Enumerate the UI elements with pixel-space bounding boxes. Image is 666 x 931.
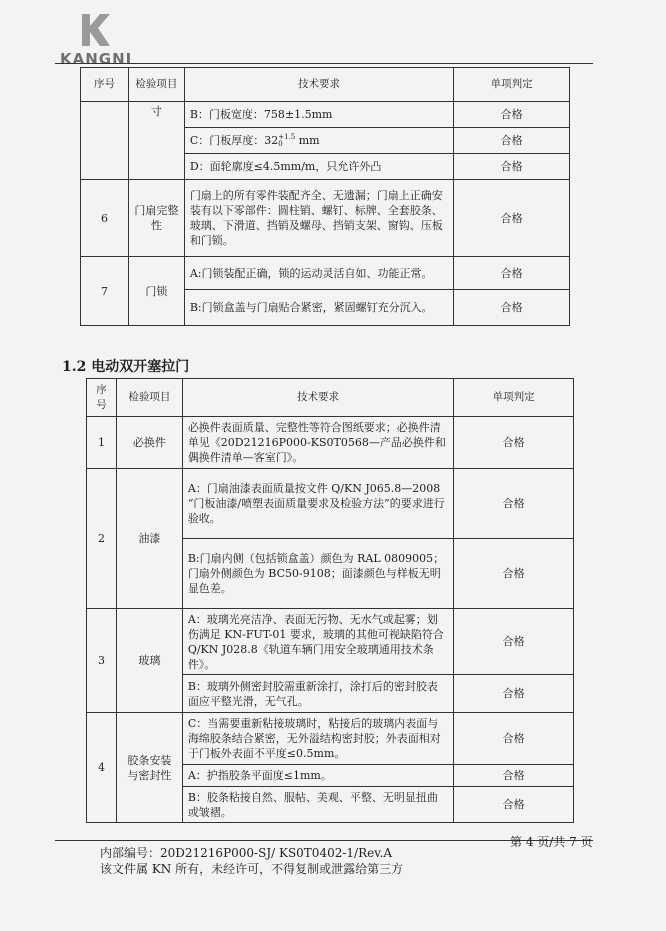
section-title: 1.2 电动双开塞拉门 [62, 359, 190, 375]
tech-cell: A：玻璃光亮洁净、表面无污物、无水气或起雾；划伤满足 KN-FUT-01 要求，玻璃的其他可视缺陷符合 Q/KN J028.8《轨道车辆门用安全玻璃通用技术条件》。 [182, 609, 453, 675]
verdict-cell: 合格 [454, 539, 574, 609]
header-no: 序号 [81, 68, 129, 102]
row-item: 门锁 [128, 257, 184, 326]
header-no: 序号 [87, 379, 117, 417]
inspection-table-2 [86, 378, 574, 823]
row-no: 3 [87, 609, 117, 713]
header-item: 检验项目 [116, 379, 182, 417]
verdict-cell: 合格 [454, 257, 570, 290]
row-no: 4 [87, 713, 117, 823]
verdict-cell: 合格 [454, 765, 574, 787]
tolerance-lower: 0 [278, 140, 283, 148]
verdict-cell: 合格 [454, 128, 570, 154]
row-no: 2 [87, 469, 117, 609]
row-no [81, 102, 129, 180]
tech-cell: B：门板宽度：758±1.5mm [184, 102, 453, 128]
logo-text: KANGNI [60, 50, 133, 68]
tech-cell [184, 128, 453, 154]
tech-cell: 必换件表面质量、完整性等符合图纸要求；必换件清单见《20D21216P000-KS0T0568—产品必换件和偶换件清单—客室门》。 [182, 417, 453, 469]
tech-cell: A:门锁装配正确，锁的运动灵活自如、功能正常。 [184, 257, 453, 290]
verdict-cell: 合格 [454, 469, 574, 539]
row-no: 1 [87, 417, 117, 469]
logo-mark-icon [80, 12, 114, 48]
document-number: 内部编号：20D21216P000-SJ/ KS0T0402-1/Rev.A [100, 846, 393, 860]
tech-cell: A：护指胶条平面度≤1mm。 [182, 765, 453, 787]
tech-cell: B：胶条粘接自然、服帖、美观、平整、无明显扭曲或皱褶。 [182, 787, 453, 823]
verdict-cell: 合格 [454, 154, 570, 180]
header-verdict: 单项判定 [454, 379, 574, 417]
row-item: 门扇完整性 [128, 180, 184, 257]
header-verdict: 单项判定 [454, 68, 570, 102]
row-item: 玻璃 [116, 609, 182, 713]
confidentiality-notice: 该文件属 KN 所有，未经许可，不得复制或泄露给第三方 [100, 862, 404, 876]
verdict-cell: 合格 [454, 713, 574, 765]
row-item: 必换件 [116, 417, 182, 469]
verdict-cell: 合格 [454, 102, 570, 128]
tech-cell: B:门锁盒盖与门扇贴合紧密，紧固螺钉充分沉入。 [184, 290, 453, 326]
tech-cell: 门扇上的所有零件装配齐全、无遗漏；门扇上正确安装有以下零部件：圆柱销、螺钉、标牌、全套胶条、玻璃、下滑道、挡销及螺母、挡销支架、窗钩、压板和门锁。 [184, 180, 453, 257]
verdict-cell: 合格 [454, 609, 574, 675]
verdict-cell: 合格 [454, 180, 570, 257]
header-tech: 技术要求 [182, 379, 453, 417]
row-no: 6 [81, 180, 129, 257]
verdict-cell: 合格 [454, 675, 574, 713]
header-rule [55, 63, 593, 64]
tech-cell: B:门扇内侧（包括锁盒盖）颜色为 RAL 0809005；门扇外侧颜色为 BC50-9108；面漆颜色与样板无明显色差。 [182, 539, 453, 609]
page-number: 第 4 页/共 7 页 [510, 835, 593, 849]
row-item: 寸 [128, 102, 184, 180]
inspection-table-1 [80, 67, 570, 326]
row-item: 胶条安装与密封性 [116, 713, 182, 823]
tech-cell: D：面轮廓度≤4.5mm/m，只允许外凸 [184, 154, 453, 180]
tolerance-upper: +1.5 [278, 133, 296, 141]
tech-cell: B：玻璃外侧密封胶需重新涂打，涂打后的密封胶表面应平整光滑，无气孔。 [182, 675, 453, 713]
company-logo [60, 12, 150, 68]
tech-cell: C：当需要重新粘接玻璃时，粘接后的玻璃内表面与海绵胶条结合紧密，无外溢结构密封胶；外表面相对于门板外表面不平度≤0.5mm。 [182, 713, 453, 765]
row-item: 油漆 [116, 469, 182, 609]
tech-text: C：门板厚度：32 [189, 134, 279, 147]
tech-unit: mm [295, 134, 320, 147]
verdict-cell: 合格 [454, 787, 574, 823]
row-no: 7 [81, 257, 129, 326]
header-item: 检验项目 [128, 68, 184, 102]
header-tech: 技术要求 [184, 68, 453, 102]
verdict-cell: 合格 [454, 417, 574, 469]
verdict-cell: 合格 [454, 290, 570, 326]
tech-cell: A：门扇油漆表面质量按文件 Q/KN J065.8—2008 “门板油漆/喷塑表面质量要求及检验方法”的要求进行验收。 [182, 469, 453, 539]
